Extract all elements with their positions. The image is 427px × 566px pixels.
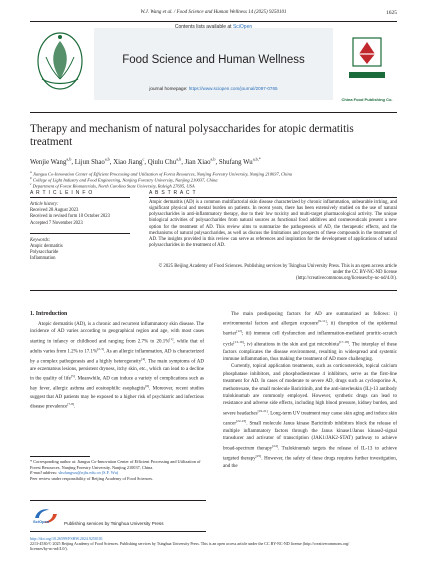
publisher-box [30,500,206,532]
keyword: Inflammation [30,256,56,262]
affiliation: $^c$ Department of Forest Biomaterials, North Carolina State University, Raleigh 27695, USA [30,182,195,189]
corresponding-author: * Corresponding author at: Jiangsu Co-Innovation Center of Efficient Processing and Utilization of Forest Resources, Nanjing Forestry University, Nanjing 210037, China. [30,459,201,470]
intro-paragraph: Atopic dermatitis (AD), is a chronic and recurrent inflammatory skin disease. The incidence of AD varies according to geographical region and age, with most cases starting in infancy or childhood and ranging from 2.7% to 20.1%[1], while that of adults varies from 1.2% to 17.1%[2-3]. As an allergic inflammation, AD is characterized by a complex pathogenesis and a highly heterogeneity[4]. The main symptoms of AD are eczematous lesions, persistent dryness, itchy skin, etc., which can lead to a decline in the quality of life[5]. Meanwhile, AD can induce a variety of complications such as hay fever, allergic asthma and eosinophilic esophagitis[6]. Moreover, recent studies suggest that AD patients may be exposed to a higher risk of psychiatric and infectious disease prevalence[7-8]. [30,322,204,410]
affiliation: $^b$ College of Light Industry and Food Engineering, Nanjing Forestry University, Nanjing 210037, China [30,176,218,183]
article-info [30,202,130,263]
info-divider [30,227,130,234]
journal-homepage [94,86,333,91]
received-date: Received 28 August 2023 [30,208,79,214]
body-column-left [30,321,204,411]
copyright-notice: © 2025 Beijing Academy of Food Sciences. Publishing services by Tsinghua University Press. This is an open access article under the CC BY-NC-ND license (http://creativecommons.org/licenses/by-nc-nd/4.0/). [158,264,397,282]
keyword: Polysaccharide [30,250,59,256]
contents-prefix: Contents lists available at [174,24,232,30]
keywords-label: Keywords: [30,237,51,243]
abstract-heading: A B S T R A C T [149,190,197,196]
banner-rule [30,112,397,113]
peer-review-note: Peer review under responsibility of Beijing Academy of Food Sciences. [30,475,154,481]
accepted-date: Accepted 7 November 2023 [30,220,83,226]
author: Qiulu Chu$^{a,b}$, [147,157,185,167]
author: Jian Xiao$^{a,b}$, [184,157,219,167]
homepage-link[interactable]: https://www.sciopen.com/journal/2097-0765 [188,86,278,91]
email-line: E-mail address: shufangwu@njfu.edu.cn (S.F. Wu) [30,470,119,476]
article-info-heading: A R T I C L E I N F O [30,190,94,196]
intro-paragraph: The main predisposing factors for AD are summarized as follows: i) environmental factors and allergen exposure[9-11]; ii) disruption of the epidermal barrier[12]; iii) immune cell dysfunction and inflammation-mediated pruritic-scratch cycle[13-16]; iv) alterations in the skin and gut microbiota[17-18]. The interplay of these factors complicates the disease environment, resulting in widespread and systemic immune inflammation, thus making the treatment of AD more challenging. [223,312,398,362]
keyword: Atopic dermatitis [30,244,63,250]
publisher-emblem-icon [32,27,88,95]
author: Shufang $Wu^{a,b,*}$ [218,157,261,167]
publisher-text: Publishing services by Tsinghua University Press [64,521,164,526]
intro-paragraph: Currently, topical application treatments, such as corticosteroids, topical calcium phosphatase inhibitors, and phosphodiesterase 4 inhibitors, serve as the first-line treatment for AD. In cases of moderate to severe AD, drugs such as cyclosporine A, methotrexate, the small molecule Baricitinib, and the anti-interleukin (IL)-13 antibody tralokinumab are commonly employed. However, synthetic drugs can lead to resistance and adverse side effects, including high blood pressure, kidney burden, and severe headaches[19-21]. Long-term UV treatment may cause skin aging and induce skin cancer[22-23]. Small molecule Janus kinase Baricitinib inhibitors block the release of multiple inflammatory factors through the Janus kinase1/Janus kinase2-signal transducer and activator of transcription (JAK1/JAK2-STAT) pathway to achieve broad-spectrum therapy[24]. Tralokinumab targets the release of IL-13 to achieve targeted therapy[25]. However, the safety of these drugs requires further investigation, and the [223,364,398,469]
footnotes [30,459,204,481]
abstract-rule [149,197,397,198]
china-food-publishing-logo-icon [339,34,395,100]
author: Lijun Shao$^{a,b}$, [74,157,114,167]
journal-title[interactable]: Food Science and Human Wellness [122,54,305,66]
author-list [30,157,397,166]
author: Xiao Jiang$^c$, [113,157,148,167]
right-logo-caption: China Food Publishing Co. [341,97,393,102]
sciopen-link[interactable]: SciOpen [232,24,253,30]
contents-line [94,24,333,30]
license-tail: licenses/by-nc-nd/4.0/). [30,546,68,552]
affiliation: $^a$ Jiangsu Co-Innovation Center of Efficient Processing and Utilization of Forest Resources, Nanjing Forestry University, Nanjing 210037, China [30,170,293,177]
homepage-prefix: journal homepage: [149,86,188,91]
footnote-rule [30,456,90,457]
section-heading: 1. Introduction [30,311,68,317]
abstract-text: Atopic dermatitis (AD) is a common multifactorial skin disease characterized by chronic inflammation, unbearable itching, and significant physical and mental burden on patients. In recent years, there has been extensively studied on the use of natural polysaccharides in anti-inflammatory therapy, due to their low toxicity and multi-target pharmacological activity. The unique biological activities of polysaccharides from natural sources as functional food additives and cosmeceuticals present a new option for the treatment of AD. This review aims to summarize the pathogenesis of AD, the therapeutic effects, and the mechanisms of natural polysaccharides, as well as discuss the limitations and prospects of these compounds in the treatment of AD. The insights provided in this review can serve as references and inspiration for the development of applications of natural polysaccharides in the treatment of AD. [149,200,397,249]
email-link[interactable]: shufangwu@njfu.edu.cn (S.F. Wu) [58,470,119,476]
article-title: Therapy and mechanism of natural polysaccharides for atopic dermatitis treatment [30,123,354,148]
issn-line: 2213-4530/© 2025 Beijing Academy of Food Sciences. Publishing services by Tsinghua University Press. This is an open access article under the CC BY-NC-ND license (http://creativecommons.org/ [30,541,350,547]
running-head: W.J. Wang et al. / Food Science and Human Wellness 14 (2025) 9250101 [140,10,287,15]
page-number: 1625 [386,10,397,16]
author: Wenjie Wang$^{a,b}$, [30,157,75,167]
body-column-right [223,311,397,470]
revised-date: Received in revised form 10 October 2023 [30,214,110,220]
doi-block [30,536,397,552]
journal-banner [30,24,397,108]
doi-link[interactable]: http://doi.org/10.26599/FSHW.2024.9250101 [30,536,103,541]
info-rule [30,197,130,198]
header-rule [30,21,397,22]
abstract-bottom-rule [30,290,397,291]
history-label: Article history: [30,202,59,207]
sciopen-logo-text: SciOpen [33,519,50,524]
